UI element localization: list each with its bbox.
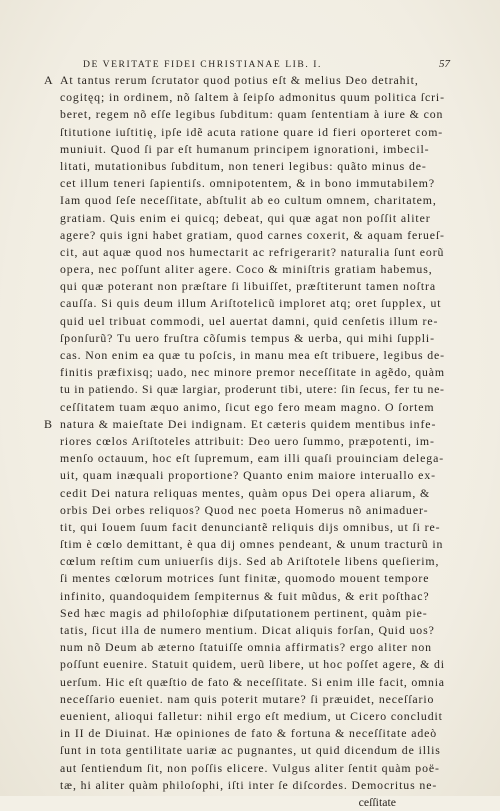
text-line bbox=[44, 72, 444, 89]
line-text: menſo octauum, hoc eſt ſupremum, eam illi quaſi prouinciam delega- bbox=[60, 451, 445, 466]
text-line bbox=[44, 639, 444, 656]
text-line bbox=[44, 347, 444, 364]
line-text: agere? quis igni habet gratiam, quod carnes coxerit, & aquam ferueſ- bbox=[60, 227, 445, 242]
line-text: orbis Dei orbes reliquos? Quod nec poeta Homerus nõ animaduer- bbox=[60, 502, 429, 517]
line-text: beret, regem nõ eſſe legibus ſubditum: quam ſententiam à iure & con bbox=[60, 107, 444, 122]
line-text: quid uel tribuat commodi, uel auertat damni, quid cenſetis illum re- bbox=[60, 313, 439, 328]
text-line bbox=[44, 794, 444, 811]
line-text: gratiam. Quis enim ei quicq; debeat, qui quæ agat non poſſit aliter bbox=[60, 210, 431, 225]
line-text: litati, mutationibus ſubditum, non teneri legibus: quãto minus de- bbox=[60, 158, 427, 173]
text-line bbox=[44, 210, 444, 227]
text-line bbox=[44, 364, 444, 381]
text-line bbox=[44, 416, 444, 433]
line-text: uit, quam inæquali proportione? Quanto enim maiore interuallo ex- bbox=[60, 468, 436, 483]
text-line bbox=[44, 399, 444, 416]
text-line bbox=[44, 467, 444, 484]
line-text: cogitęq; in ordinem, nõ ſaltem à ſeipſo admonitus quum politica ſcri- bbox=[60, 90, 445, 105]
text-line bbox=[44, 674, 444, 691]
line-text: ſunt in tota gentilitate uariæ ac pugnantes, ut quid dicendum de illis bbox=[60, 743, 441, 758]
line-text: tatis, ſicut illa de numero mentium. Dicat aliquis forſan, Quid uos? bbox=[60, 623, 435, 637]
line-text: cas. Non enim ea quæ tu poſcis, in manu mea eſt tribuere, legibus de- bbox=[60, 348, 445, 362]
line-text: muniuit. Quod ſi par eſt humanum principem ignorationi, imbecil- bbox=[60, 141, 430, 156]
text-line bbox=[44, 691, 444, 708]
text-line bbox=[44, 570, 444, 587]
text-line bbox=[44, 760, 444, 777]
text-line bbox=[44, 725, 444, 742]
line-text: cedit Dei natura reliquas mentes, quàm opus Dei opera aliarum, & bbox=[60, 485, 431, 500]
line-text: ſtim è cœlo demittant, è qua dij omnes pendeant, & unum tracturũ in bbox=[60, 537, 444, 552]
line-text: opera, nec poſſunt aliter agere. Coco & miniſtris gratiam habemus, bbox=[60, 262, 433, 277]
text-line bbox=[44, 708, 444, 725]
running-head bbox=[83, 59, 450, 73]
line-text: ceſſitate bbox=[358, 794, 396, 809]
text-line bbox=[44, 433, 444, 450]
margin-section-letter: A bbox=[44, 73, 53, 87]
text-line bbox=[44, 106, 444, 123]
line-text: in II de Diuinat. Hæ opiniones de fato & fortuna & neceſſitate adeò bbox=[60, 726, 438, 741]
text-line bbox=[44, 381, 444, 398]
text-line bbox=[44, 742, 444, 759]
line-text: neceſſario eueniet. nam quis poterit mutare? ſi præuidet, neceſſario bbox=[60, 691, 435, 706]
line-text: qui quæ poterant non præſtare ſi libuiſſet, præſtiterunt tamen noſtra bbox=[60, 279, 436, 294]
line-text: cœlum reſtim cum uniuerſis dijs. Sed ab Ariſtotele libens queſierim, bbox=[60, 554, 440, 569]
text-line bbox=[44, 158, 444, 175]
text-line bbox=[44, 313, 444, 330]
line-text: ſtitutione iuſtitię, ipſe idẽ acuta ratione quare id fieri oporteret com- bbox=[60, 124, 444, 139]
line-text: At tantus rerum ſcrutator quod potius eſt & melius Deo detrahit, bbox=[60, 73, 419, 87]
line-text: cit, aut aquæ quod nos humectarit ac refrigerarit? naturalia ſunt eorũ bbox=[60, 244, 445, 259]
text-line bbox=[44, 622, 444, 639]
line-text: ſponſurũ? Tu uero fruſtra cõſumis tempus & uerba, qui mihi ſuppli- bbox=[60, 330, 435, 345]
text-line bbox=[44, 141, 444, 158]
text-line bbox=[44, 777, 444, 794]
line-text: euenient, alioqui falletur: nihil ergo eſt medium, ut Cicero concludit bbox=[60, 708, 443, 723]
line-text: tæ, hi aliter quàm philoſophi, iſti inter ſe diſcordes. Democritus ne- bbox=[60, 777, 438, 792]
line-text: Iam quod ſeſe neceſſitate, abſtulit ab eo cultum omnem, charitatem, bbox=[60, 193, 437, 208]
text-line bbox=[44, 502, 444, 519]
line-text: num nõ Deum ab æterno ſtatuiſſe omnia affirmatis? ergo aliter non bbox=[60, 640, 432, 655]
line-text: Sed hæc magis ad philoſophiæ diſputationem pertinent, quàm pie- bbox=[60, 605, 428, 620]
line-text: tit, qui Iouem ſuum facit denunciantẽ reliquis dijs omnibus, ut ſi re- bbox=[60, 519, 441, 534]
text-line bbox=[44, 536, 444, 553]
running-head-title: DE VERITATE FIDEI CHRISTIANAE LIB. I. bbox=[83, 59, 322, 70]
text-line bbox=[44, 244, 444, 261]
line-text: uerſum. Hic eſt quæſtio de fato & neceſſitate. Si enim ille facit, omnia bbox=[60, 674, 445, 689]
text-line bbox=[44, 278, 444, 295]
text-line bbox=[44, 175, 444, 192]
line-text: tu in patiendo. Si quæ largiar, proderunt tibi, utere: ſin ſecus, fer tu ne- bbox=[60, 382, 445, 397]
text-line bbox=[44, 261, 444, 278]
text-line bbox=[44, 89, 444, 106]
line-text: ceſſitatem tuam æquo animo, ſicut ego fero meam magno. O ſortem bbox=[60, 399, 435, 414]
line-text: cauſſa. Si quis deum illum Ariſtotelicũ imploret atq; oret ſupplex, ut bbox=[60, 296, 442, 311]
text-line bbox=[44, 330, 444, 347]
text-line bbox=[44, 605, 444, 622]
text-line bbox=[44, 553, 444, 570]
text-line bbox=[44, 295, 444, 312]
text-line bbox=[44, 450, 444, 467]
text-line bbox=[44, 588, 444, 605]
line-text: cet illum teneri ſapientiſs. omnipotentem, & in bono immutabilem? bbox=[60, 176, 435, 191]
text-line bbox=[44, 192, 444, 209]
text-line bbox=[44, 227, 444, 244]
line-text: finitis præfixisq; uado, nec minore premor neceſſitate in agẽdo, quàm bbox=[60, 365, 445, 380]
line-text: natura & maieſtate Dei indignam. Et cæteris quidem mentibus infe- bbox=[60, 416, 437, 431]
line-text: aut ſentiendum ſit, non poſſis elicere. Vulgus aliter ſentit quàm poë- bbox=[60, 760, 440, 775]
margin-section-letter: B bbox=[44, 416, 53, 431]
line-text: infinito, quandoquidem ſempiternus & fuit mũdus, & erit poſthac? bbox=[60, 588, 430, 603]
line-text: riores cœlos Ariſtoteles attribuit: Deo uero ſummo, præpotenti, im- bbox=[60, 433, 435, 448]
body-text bbox=[44, 72, 444, 811]
text-line bbox=[44, 656, 444, 673]
text-line bbox=[44, 485, 444, 502]
line-text: ſi mentes cœlorum motrices ſunt finitæ, quomodo mouent tempore bbox=[60, 571, 430, 586]
text-line bbox=[44, 124, 444, 141]
line-text: poſſunt euenire. Statuit quidem, uerũ libere, ut hoc poſſet agere, & di bbox=[60, 657, 445, 672]
text-line bbox=[44, 519, 444, 536]
page-number: 57 bbox=[439, 58, 450, 70]
